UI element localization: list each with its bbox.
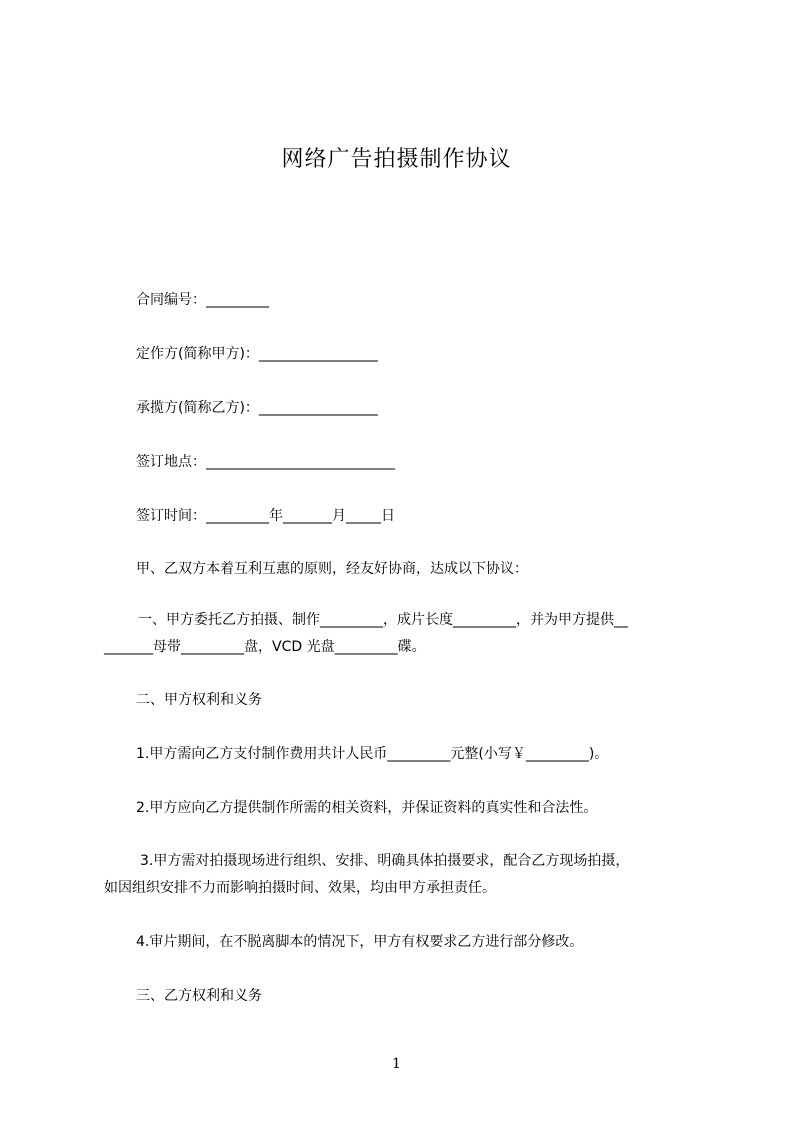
document-title: 网络广告拍摄制作协议 (281, 147, 512, 172)
section-2-item-2: 2.甲方应向乙方提供制作所需的相关资料，并保证资料的真实性和合法性。 (136, 800, 598, 816)
contract-number-line: 合同编号：_________ (136, 292, 269, 308)
section-2-heading: 二、甲方权利和义务 (136, 692, 262, 708)
clause-1-line-1: 一、甲方委托乙方拍摄、制作_________，成片长度_________，并为甲方提供__ (138, 612, 628, 628)
signing-date-line: 签订时间：_________年_______月_____日 (136, 508, 395, 524)
section-2-item-1: 1.甲方需向乙方支付制作费用共计人民币_________元整(小写￥_________)。 (136, 746, 609, 762)
party-b-line: 承揽方(简称乙方)：_________________ (136, 400, 378, 416)
section-2-item-3-line-1: 3.甲方需对拍摄现场进行组织、安排、明确具体拍摄要求，配合乙方现场拍摄， (140, 853, 630, 869)
clause-1-line-2: _______母带_________盘，VCD 光盘_________碟。 (104, 639, 426, 655)
party-a-line: 定作方(简称甲方)：_________________ (136, 346, 378, 362)
preamble-paragraph: 甲、乙双方本着互利互惠的原则，经友好协商，达成以下协议： (136, 561, 528, 577)
section-2-item-3-line-2: 如因组织安排不力而影响拍摄时间、效果，均由甲方承担责任。 (104, 880, 496, 896)
signing-place-line: 签订地点：___________________________ (136, 454, 395, 470)
section-3-heading: 三、乙方权利和义务 (136, 988, 262, 1004)
section-2-item-4: 4.审片期间，在不脱离脚本的情况下，甲方有权要求乙方进行部分修改。 (136, 934, 584, 950)
page-number: 1 (392, 1056, 401, 1072)
